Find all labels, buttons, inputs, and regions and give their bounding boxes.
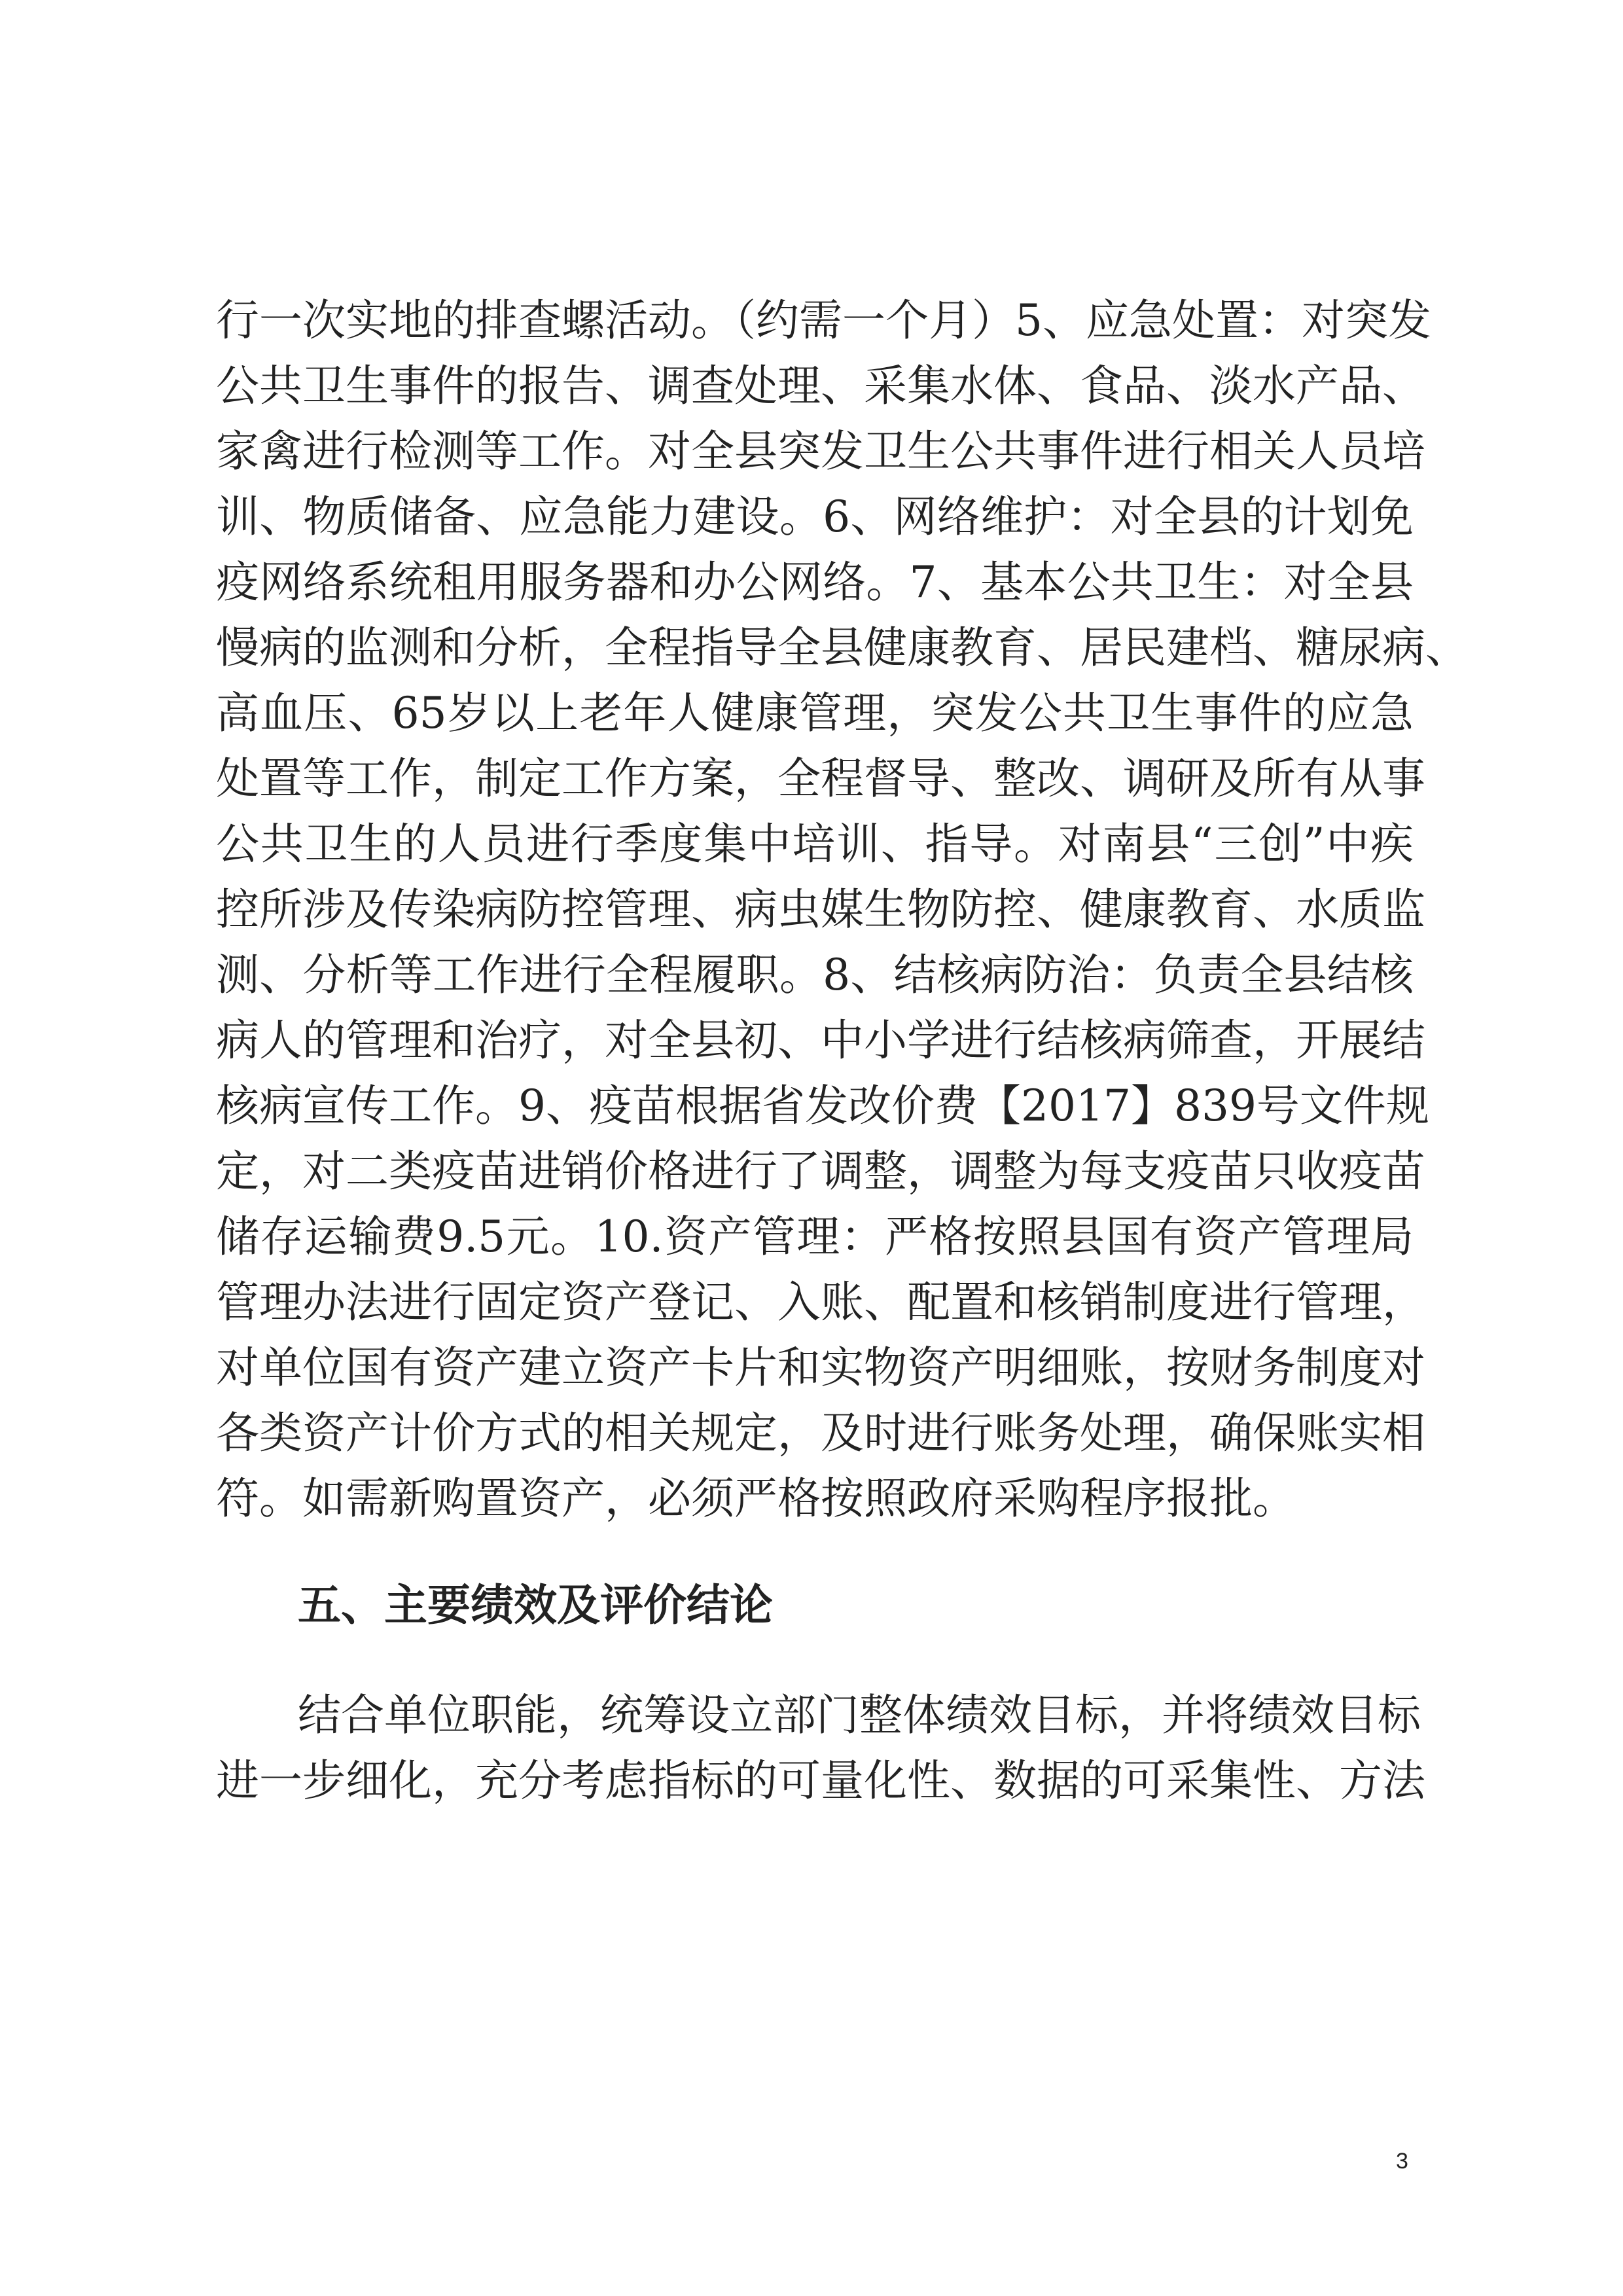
body-text-line: 控所涉及传染病防控管理、病虫媒生物防控、健康教育、水质监 — [216, 884, 1425, 935]
body-text-line: 管理办法进行固定资产登记、入账、配置和核销制度进行管理， — [216, 1277, 1425, 1327]
body-text-line: 核病宣传工作。9、疫苗根据省发改价费【2017】839号文件规 — [216, 1081, 1429, 1131]
body-text-line: 高血压、65岁以上老年人健康管理，突发公共卫生事件的应急 — [216, 688, 1414, 738]
body-text-line: 疫网络系统租用服务器和办公网络。7、基本公共卫生：对全县 — [216, 557, 1414, 607]
body-text-line: 行一次实地的排查螺活动。（约需一个月）5、应急处置：对突发 — [216, 295, 1431, 346]
body-text-line: 符。如需新购置资产，必须严格按照政府采购程序报批。 — [216, 1473, 1296, 1524]
body-text-line: 各类资产计价方式的相关规定，及时进行账务处理，确保账实相 — [216, 1408, 1425, 1458]
body-text-line: 进一步细化，充分考虑指标的可量化性、数据的可采集性、方法 — [216, 1755, 1425, 1806]
body-text-line: 处置等工作，制定工作方案，全程督导、整改、调研及所有从事 — [216, 753, 1425, 804]
body-text-line: 公共卫生事件的报告、调查处理、采集水体、食品、淡水产品、 — [216, 361, 1425, 411]
body-text-line: 家禽进行检测等工作。对全县突发卫生公共事件进行相关人员培 — [216, 426, 1425, 476]
body-text-line: 训、物质储备、应急能力建设。6、网络维护：对全县的计划免 — [216, 492, 1414, 542]
body-text-line: 结合单位职能，统筹设立部门整体绩效目标，并将绩效目标 — [298, 1690, 1421, 1740]
page-number: 3 — [1396, 2149, 1408, 2174]
body-text-line: 公共卫生的人员进行季度集中培训、指导。对南县“三创”中疾 — [216, 819, 1414, 869]
body-text-line: 测、分析等工作进行全程履职。8、结核病防治：负责全县结核 — [216, 950, 1414, 1000]
section-heading: 五、主要绩效及评价结论 — [298, 1580, 773, 1630]
body-text-line: 慢病的监测和分析，全程指导全县健康教育、居民建档、糖尿病、 — [216, 622, 1469, 673]
body-text-line: 病人的管理和治疗，对全县初、中小学进行结核病筛查，开展结 — [216, 1015, 1425, 1066]
body-text-line: 对单位国有资产建立资产卡片和实物资产明细账，按财务制度对 — [216, 1342, 1425, 1393]
body-text-line: 定，对二类疫苗进销价格进行了调整，调整为每支疫苗只收疫苗 — [216, 1146, 1425, 1196]
body-text-line: 储存运输费9.5元。10.资产管理：严格按照县国有资产管理局 — [216, 1211, 1414, 1262]
